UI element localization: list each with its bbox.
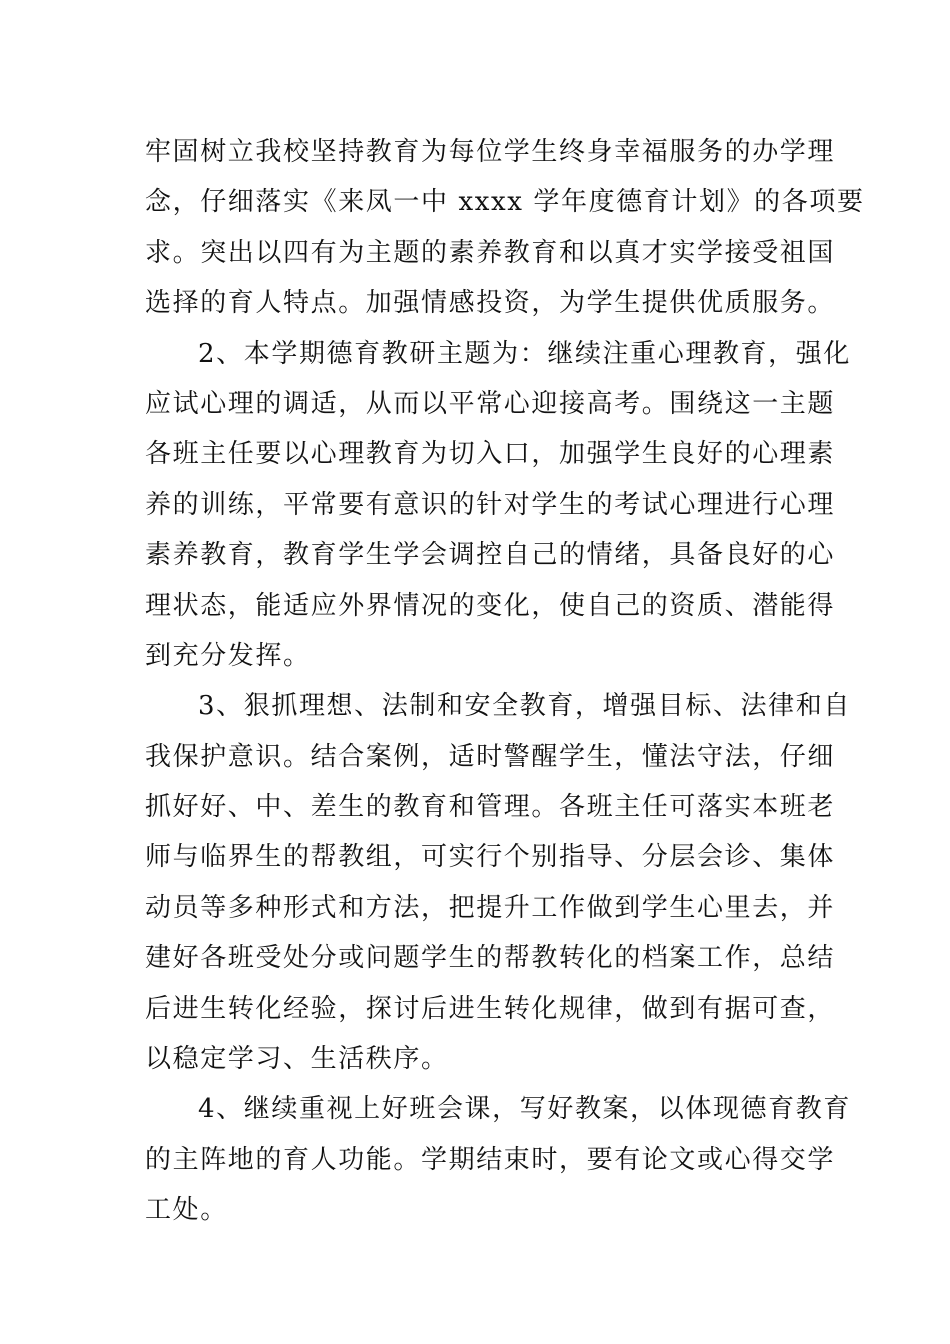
text-line: 后进生转化经验，探讨后进生转化规律，做到有据可查， <box>145 993 836 1024</box>
text-line: 素养教育，教育学生学会调控自己的情绪，具备良好的心 <box>145 540 836 571</box>
text-line: 选择的育人特点。加强情感投资，为学生提供优质服务。 <box>145 288 836 319</box>
text-line: 师与临界生的帮教组，可实行个别指导、分层会诊、集体 <box>145 842 836 873</box>
text-line: 4、继续重视上好班会课，写好教案，以体现德育教育 <box>198 1094 851 1125</box>
paragraph-item-2 <box>145 329 851 682</box>
paragraph-item-3 <box>145 681 851 1084</box>
text-line: 我保护意识。结合案例，适时警醒学生，懂法守法，仔细 <box>145 741 836 772</box>
text-line: 3、狠抓理想、法制和安全教育，增强目标、法律和自 <box>198 691 851 722</box>
document-body <box>145 127 865 1236</box>
text-line: 的主阵地的育人功能。学期结束时，要有论文或心得交学 <box>145 1144 836 1175</box>
text-line: 2、本学期德育教研主题为：继续注重心理教育，强化 <box>198 338 851 369</box>
paragraph-item-4 <box>145 1084 851 1235</box>
text-line: 各班主任要以心理教育为切入口，加强学生良好的心理素 <box>145 439 836 470</box>
text-line: 到充分发挥。 <box>145 640 311 671</box>
text-line: 应试心理的调适，从而以平常心迎接高考。围绕这一主题 <box>145 388 836 419</box>
text-line: 工处。 <box>145 1195 228 1226</box>
text-line: 养的训练，平常要有意识的针对学生的考试心理进行心理 <box>145 489 836 520</box>
text-line: 念，仔细落实《来凤一中 xxxx 学年度德育计划》的各项要 <box>145 187 865 218</box>
text-line: 理状态，能适应外界情况的变化，使自己的资质、潜能得 <box>145 590 836 621</box>
paragraph-continuation <box>145 127 865 329</box>
text-line: 动员等多种形式和方法，把提升工作做到学生心里去，并 <box>145 892 836 923</box>
text-line: 抓好好、中、差生的教育和管理。各班主任可落实本班老 <box>145 792 836 823</box>
text-line: 求。突出以四有为主题的素养教育和以真才实学接受祖国 <box>145 237 836 268</box>
text-line: 以稳定学习、生活秩序。 <box>145 1044 449 1075</box>
text-line: 牢固树立我校坚持教育为每位学生终身幸福服务的办学理 <box>145 137 836 167</box>
text-line: 建好各班受处分或问题学生的帮教转化的档案工作，总结 <box>145 943 836 974</box>
